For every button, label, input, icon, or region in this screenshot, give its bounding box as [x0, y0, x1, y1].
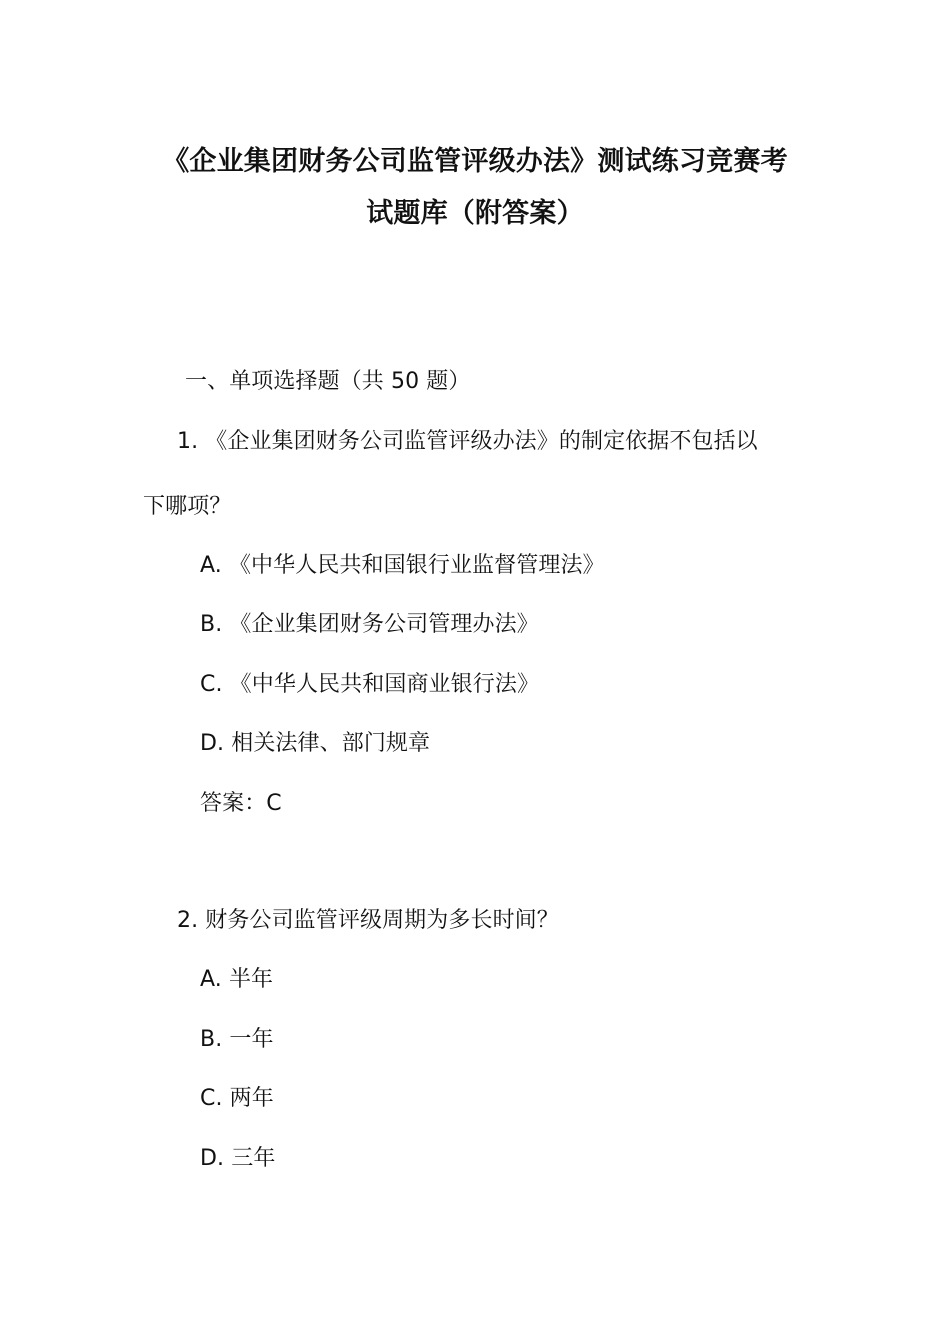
document-title [140, 136, 810, 240]
question-2-stem: 2. 财务公司监管评级周期为多长时间？ [177, 908, 559, 933]
question-1-stem-line-1: 1. 《企业集团财务公司监管评级办法》的制定依据不包括以 [177, 429, 758, 454]
question-2-option-a: A. 半年 [200, 967, 274, 992]
question-1-answer: 答案：C [200, 791, 282, 816]
question-1-option-c: C. 《中华人民共和国商业银行法》 [200, 672, 540, 697]
question-1-stem-line-2: 下哪项？ [143, 494, 232, 519]
question-2-option-d: D. 三年 [200, 1146, 276, 1171]
question-2-option-b: B. 一年 [200, 1027, 274, 1052]
question-2-option-c: C. 两年 [200, 1086, 274, 1111]
question-1-option-a: A. 《中华人民共和国银行业监督管理法》 [200, 553, 605, 578]
document-title-line-1: 《企业集团财务公司监管评级办法》测试练习竞赛考 [162, 146, 788, 177]
question-1-option-b: B. 《企业集团财务公司管理办法》 [200, 612, 539, 637]
question-1-option-d: D. 相关法律、部门规章 [200, 731, 431, 756]
section-heading: 一、单项选择题（共 50 题） [185, 369, 471, 394]
document-title-line-2: 试题库（附答案） [366, 198, 584, 229]
